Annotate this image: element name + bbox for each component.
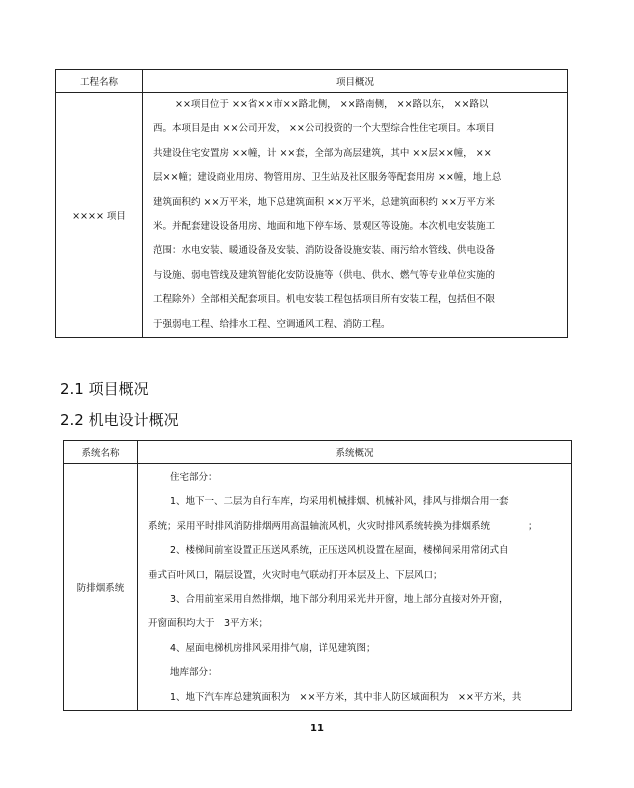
text-line: 与设施、弱电管线及建筑智能化安防设施等（供电、供水、燃气等专业单位实施的 [153,269,496,281]
system-name-cell: 防排烟系统 [64,464,138,711]
section-number: 2.1 [60,380,84,398]
text-line: 3、合用前室采用自然排烟，地下部分利用采光井开窗，地上部分直接对外开窗， [170,593,509,605]
text-line: 2、楼梯间前室设置正压送风系统，正压送风机设置在屋面，楼梯间采用常闭式自 [170,545,509,557]
section-title: 机电设计概况 [88,411,179,429]
text-line: 开窗面积均大于 3平方米； [148,618,269,630]
text-line: 共建设住宅安置房 ××幢，计 ××套，全部为高层建筑，其中 ××层××幢， ×× [153,147,492,159]
column-header: 工程名称 [56,70,143,93]
page-number: 11 [310,723,324,734]
text-line: 1、地下汽车库总建筑面积为 ××平方米，其中非人防区域面积为 ××平方米，共 [170,691,522,703]
table-header-row [56,70,568,93]
column-header: 系统名称 [64,441,138,464]
text-line: 1、地下一、二层为自行车库，均采用机械排烟、机械补风，排风与排烟合用一套 [170,496,509,508]
section-heading [60,409,179,430]
section-number: 2.2 [60,411,84,429]
text-line: 地库部分： [170,667,218,679]
text-line: 米。并配套建设设备用房、地面和地下停车场、景观区等设施。本次机电安装施工 [153,220,496,232]
text-line: 建筑面积约 ××万平米，地下总建筑面积 ××万平米，总建筑面积约 ××万平方米 [153,196,495,208]
project-overview-table [55,69,568,338]
mep-design-table [63,440,572,711]
table-header-row [64,441,572,464]
text-line: 于强弱电工程、给排水工程、空调通风工程、消防工程。 [153,318,391,330]
text-line: 西。本项目是由 ××公司开发， ××公司投资的一个大型综合性住宅项目。本项目 [153,123,495,135]
text-line: 范围：水电安装、暖通设备及安装、消防设备设施安装、雨污给水管线、供电设备 [153,245,496,257]
column-header: 项目概况 [143,70,568,93]
table-row [56,93,568,338]
system-description-cell [138,464,572,711]
section-title: 项目概况 [88,380,149,398]
text-line: 层××幢；建设商业用房、物管用房、卫生站及社区服务等配套用房 ××幢，地上总 [153,172,502,184]
text-line: 住宅部分： [170,472,218,483]
text-line: 系统；采用平时排风消防排烟两用高温轴流风机，火灾时排风系统转换为排烟系统 ； [148,520,538,532]
text-line: ××项目位于 ××省××市××路北侧， ××路南侧， ××路以东， ××路以 [175,99,489,110]
project-name-cell: ×××× 项目 [56,93,143,338]
project-description-cell [143,93,568,338]
table-row [64,464,572,711]
column-header: 系统概况 [138,441,572,464]
text-line: 4、屋面电梯机房排风采用排气扇，详见建筑图； [170,642,376,654]
text-line: 垂式百叶风口，隔层设置，火灾时电气联动打开本层及上、下层风口； [148,569,443,581]
section-heading [60,378,149,399]
text-line: 工程除外）全部相关配套项目。机电安装工程包括项目所有安装工程，包括但不限 [153,294,496,306]
